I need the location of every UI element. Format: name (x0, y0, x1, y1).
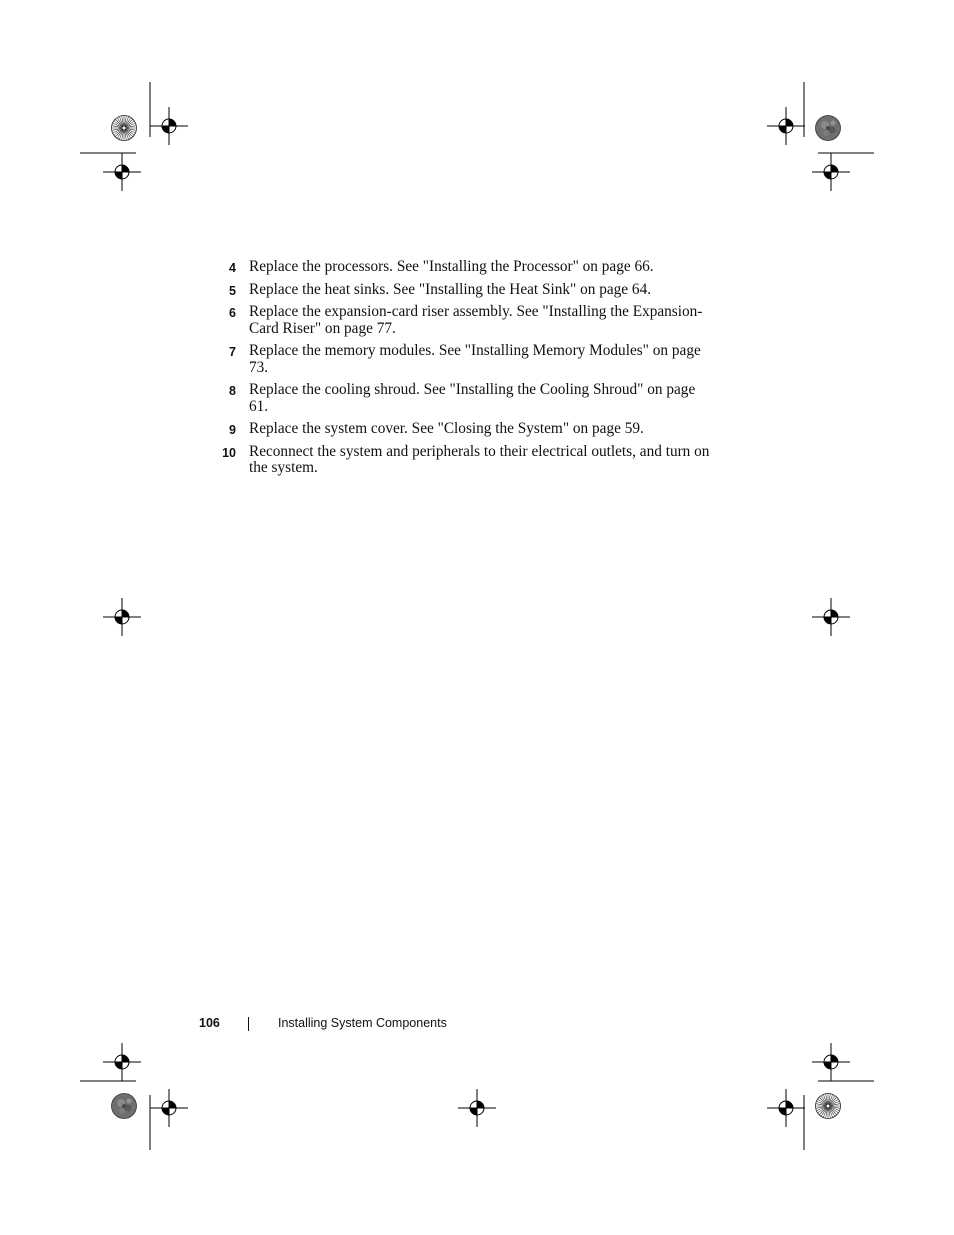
step-text: Replace the expansion-card riser assembly. See "Installing the Expansion-Card Riser" on page 77. (249, 303, 703, 337)
page-number: 106 (199, 1016, 220, 1030)
step-item (218, 259, 718, 276)
step-item (218, 304, 718, 337)
step-item (218, 382, 718, 415)
step-text: Reconnect the system and peripherals to their electrical outlets, and turn on the system. (249, 442, 710, 476)
step-number: 10 (222, 445, 236, 460)
footer-section-title: Installing System Components (278, 1016, 447, 1030)
step-text: Replace the memory modules. See "Installing Memory Modules" on page 73. (249, 342, 701, 376)
step-number: 6 (229, 306, 236, 320)
step-item (218, 282, 718, 299)
step-number: 5 (229, 283, 236, 298)
step-text: Replace the heat sinks. See "Installing the Heat Sink" on page 64. (249, 280, 652, 298)
step-text: Replace the cooling shroud. See "Installing the Cooling Shroud" on page 61. (249, 381, 696, 415)
step-text: Replace the system cover. See "Closing the System" on page 59. (249, 420, 644, 437)
procedure-steps (218, 259, 718, 483)
step-item (218, 343, 718, 376)
step-item (218, 421, 718, 438)
step-number: 4 (229, 261, 236, 275)
step-number: 9 (229, 423, 236, 437)
step-number: 8 (229, 384, 236, 398)
step-text: Replace the processors. See "Installing the Processor" on page 66. (249, 258, 654, 275)
step-item (218, 444, 718, 477)
footer-separator (248, 1017, 249, 1031)
step-number: 7 (229, 345, 236, 359)
